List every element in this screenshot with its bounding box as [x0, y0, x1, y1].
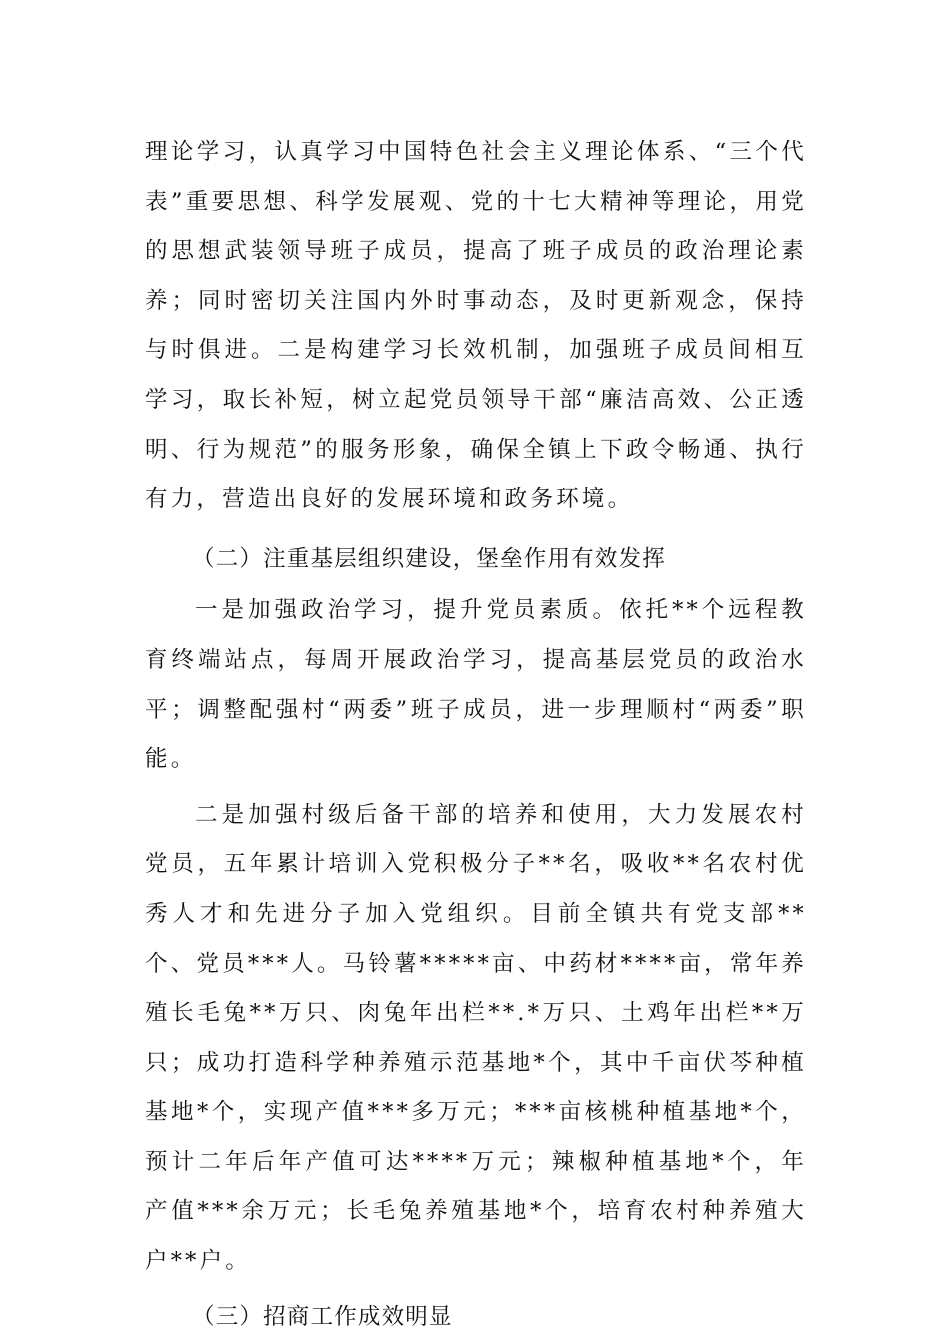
paragraph-political-study: 一是加强政治学习，提升党员素质。依托**个远程教育终端站点，每周开展政治学习，提高基层党员的政治水平；调整配强村“两委”班子成员，进一步理顺村“两委”职能。 [145, 597, 807, 773]
paragraph-cadre-training: 二是加强村级后备干部的培养和使用，大力发展农村党员，五年累计培训入党积极分子**名，吸收**名农村优秀人才和先进分子加入党组织。目前全镇共有党支部**个、党员***人。马铃薯*****亩、中药材****亩，常年养殖长毛兔**万只、肉兔年出栏**.*万只、土鸡年出栏**万只；成功打造科学种养殖示范基地*个，其中千亩伏芩种植基地*个，实现产值***多万元；***亩核桃种植基地*个，预计二年后年产值可达****万元；辣椒种植基地*个，年产值***余万元；长毛兔养殖基地*个，培育农村种养殖大户**户。 [145, 801, 807, 1275]
section-heading-investment: （三）招商工作成效明显 [192, 1303, 453, 1330]
document-body [145, 128, 807, 1342]
paragraph-party-theory-study: 理论学习，认真学习中国特色社会主义理论体系、“三个代表”重要思想、科学发展观、党的十七大精神等理论，用党的思想武装领导班子成员，提高了班子成员的政治理论素养；同时密切关注国内外时事动态，及时更新观念，保持与时俱进。二是构建学习长效机制，加强班子成员间相互学习，取长补短，树立起党员领导干部“廉洁高效、公正透明、行为规范”的服务形象，确保全镇上下政令畅通、执行有力，营造出良好的发展环境和政务环境。 [145, 139, 807, 513]
section-heading-grassroots: （二）注重基层组织建设，堡垒作用有效发挥 [192, 545, 667, 572]
